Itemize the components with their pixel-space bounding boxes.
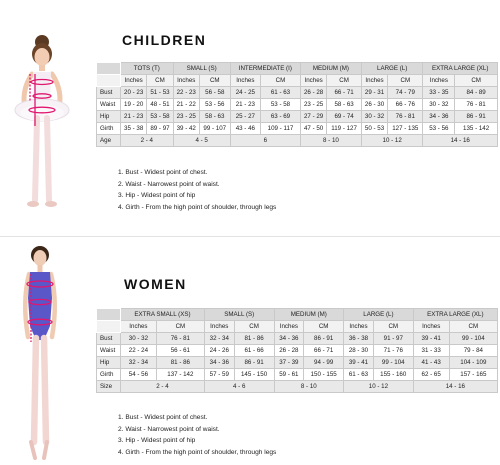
corner-cell — [97, 321, 121, 333]
cell: 30 - 32 — [423, 99, 455, 111]
cell: 109 - 117 — [261, 123, 301, 135]
cell: 81 - 86 — [234, 333, 274, 345]
cell: 81 - 86 — [156, 357, 204, 369]
cell: 48 - 51 — [147, 99, 173, 111]
corner-cell — [97, 75, 121, 87]
cell: 8 - 10 — [300, 135, 361, 147]
cell: 91 - 97 — [373, 333, 413, 345]
cell: 34 - 36 — [423, 111, 455, 123]
cell: 86 - 91 — [304, 333, 344, 345]
cell: 76 - 81 — [156, 333, 204, 345]
cell: 61 - 63 — [261, 87, 301, 99]
cell: 50 - 53 — [361, 123, 387, 135]
cell: 53 - 58 — [147, 111, 173, 123]
cell: 69 - 74 — [327, 111, 362, 123]
unit-header: Inches — [413, 321, 449, 333]
cell: 43 - 46 — [230, 123, 260, 135]
table-row — [97, 369, 498, 381]
cell: 61 - 66 — [234, 345, 274, 357]
cell: 61 - 63 — [344, 369, 374, 381]
cell: 53 - 56 — [199, 99, 230, 111]
cell: 20 - 23 — [121, 87, 147, 99]
row-label: Bust — [97, 87, 121, 99]
cell: 76 - 81 — [455, 99, 498, 111]
row-label: Waist — [97, 345, 121, 357]
cell: 157 - 165 — [449, 369, 497, 381]
unit-header-row — [97, 321, 498, 333]
cell: 79 - 84 — [449, 345, 497, 357]
cell: 89 - 97 — [147, 123, 173, 135]
cell: 21 - 23 — [230, 99, 260, 111]
women-section — [0, 240, 500, 465]
unit-header: CM — [449, 321, 497, 333]
cell: 57 - 59 — [204, 369, 234, 381]
row-label: Size — [97, 381, 121, 393]
cell: 59 - 61 — [274, 369, 304, 381]
cell: 53 - 58 — [261, 99, 301, 111]
unit-header: CM — [199, 75, 230, 87]
women-measurement-notes — [118, 412, 276, 458]
unit-header: Inches — [204, 321, 234, 333]
note-girth: 4. Girth - From the high point of shoulder, through legs — [118, 448, 277, 456]
cell: 26 - 30 — [361, 99, 387, 111]
unit-header: Inches — [173, 75, 199, 87]
size-header: SMALL (S) — [204, 309, 274, 321]
cell: 2 - 4 — [121, 135, 174, 147]
corner-cell — [97, 63, 121, 75]
cell: 14 - 16 — [413, 381, 497, 393]
corner-cell — [97, 309, 121, 321]
unit-header: CM — [304, 321, 344, 333]
cell: 58 - 63 — [327, 99, 362, 111]
children-heading: CHILDREN — [122, 32, 207, 48]
cell: 14 - 16 — [423, 135, 498, 147]
cell: 34 - 36 — [204, 357, 234, 369]
size-header: EXTRA SMALL (XS) — [121, 309, 205, 321]
row-label: Hip — [97, 357, 121, 369]
unit-header: CM — [455, 75, 498, 87]
cell: 32 - 34 — [121, 357, 157, 369]
cell: 150 - 155 — [304, 369, 344, 381]
size-header: EXTRA LARGE (XL) — [413, 309, 497, 321]
unit-header: CM — [147, 75, 173, 87]
cell: 22 - 24 — [121, 345, 157, 357]
row-label: Waist — [97, 99, 121, 111]
row-label: Hip — [97, 111, 121, 123]
size-header: EXTRA LARGE (XL) — [423, 63, 498, 75]
cell: 39 - 41 — [344, 357, 374, 369]
cell: 71 - 76 — [373, 345, 413, 357]
cell: 4 - 6 — [204, 381, 274, 393]
cell: 24 - 25 — [230, 87, 260, 99]
size-header: MEDIUM (M) — [274, 309, 344, 321]
cell: 155 - 160 — [373, 369, 413, 381]
cell: 35 - 38 — [121, 123, 147, 135]
cell: 54 - 56 — [121, 369, 157, 381]
cell: 74 - 79 — [388, 87, 423, 99]
women-heading: WOMEN — [124, 276, 187, 292]
woman-dancer-illustration — [0, 242, 80, 464]
table-row — [97, 357, 498, 369]
unit-header: CM — [234, 321, 274, 333]
cell: 94 - 99 — [304, 357, 344, 369]
table-row — [97, 111, 498, 123]
unit-header: Inches — [274, 321, 304, 333]
cell: 51 - 53 — [147, 87, 173, 99]
unit-header: Inches — [300, 75, 326, 87]
table-row — [97, 87, 498, 99]
cell: 56 - 58 — [199, 87, 230, 99]
cell: 23 - 25 — [300, 99, 326, 111]
cell: 99 - 104 — [373, 357, 413, 369]
cell: 4 - 5 — [173, 135, 230, 147]
cell: 41 - 43 — [413, 357, 449, 369]
note-waist: 2. Waist - Narrowest point of waist. — [118, 180, 220, 188]
cell: 99 - 104 — [449, 333, 497, 345]
cell: 23 - 25 — [173, 111, 199, 123]
row-label: Girth — [97, 369, 121, 381]
cell: 10 - 12 — [344, 381, 414, 393]
cell: 53 - 56 — [423, 123, 455, 135]
cell: 104 - 109 — [449, 357, 497, 369]
cell: 36 - 38 — [344, 333, 374, 345]
cell: 66 - 76 — [388, 99, 423, 111]
size-header-row — [97, 63, 498, 75]
note-bust: 1. Bust - Widest point of chest. — [118, 169, 208, 176]
cell: 34 - 36 — [274, 333, 304, 345]
unit-header: Inches — [121, 321, 157, 333]
unit-header: Inches — [344, 321, 374, 333]
cell: 99 - 107 — [199, 123, 230, 135]
note-hip: 3. Hip - Widest point of hip — [118, 192, 196, 199]
size-header: SMALL (S) — [173, 63, 230, 75]
cell: 127 - 135 — [388, 123, 423, 135]
cell: 30 - 32 — [121, 333, 157, 345]
note-girth: 4. Girth - From the high point of shoulder, through legs — [118, 203, 277, 211]
size-header: INTERMEDIATE (I) — [230, 63, 300, 75]
children-measurement-notes — [118, 167, 276, 213]
unit-header: Inches — [361, 75, 387, 87]
cell: 24 - 26 — [204, 345, 234, 357]
note-waist: 2. Waist - Narrowest point of waist. — [118, 425, 220, 433]
size-header: MEDIUM (M) — [300, 63, 361, 75]
cell: 21 - 22 — [173, 99, 199, 111]
cell: 86 - 91 — [234, 357, 274, 369]
row-label: Age — [97, 135, 121, 147]
row-label: Girth — [97, 123, 121, 135]
unit-header: Inches — [121, 75, 147, 87]
cell: 145 - 150 — [234, 369, 274, 381]
unit-header-row — [97, 75, 498, 87]
cell: 33 - 35 — [423, 87, 455, 99]
table-row — [97, 99, 498, 111]
cell: 21 - 23 — [121, 111, 147, 123]
unit-header: CM — [261, 75, 301, 87]
unit-header: CM — [388, 75, 423, 87]
unit-header: Inches — [230, 75, 260, 87]
cell: 26 - 28 — [300, 87, 326, 99]
cell: 29 - 31 — [361, 87, 387, 99]
cell: 22 - 23 — [173, 87, 199, 99]
size-header: TOTS (T) — [121, 63, 174, 75]
cell: 137 - 142 — [156, 369, 204, 381]
size-header: LARGE (L) — [344, 309, 414, 321]
cell: 119 - 127 — [327, 123, 362, 135]
cell: 37 - 39 — [274, 357, 304, 369]
row-label: Bust — [97, 333, 121, 345]
cell: 31 - 33 — [413, 345, 449, 357]
cell: 19 - 20 — [121, 99, 147, 111]
section-divider — [0, 236, 500, 237]
cell: 30 - 32 — [361, 111, 387, 123]
table-row — [97, 123, 498, 135]
table-row — [97, 333, 498, 345]
cell: 39 - 41 — [413, 333, 449, 345]
cell: 26 - 28 — [274, 345, 304, 357]
cell: 8 - 10 — [274, 381, 344, 393]
cell: 32 - 34 — [204, 333, 234, 345]
cell: 66 - 71 — [327, 87, 362, 99]
cell: 10 - 12 — [361, 135, 423, 147]
cell: 84 - 89 — [455, 87, 498, 99]
cell: 86 - 91 — [455, 111, 498, 123]
cell: 66 - 71 — [304, 345, 344, 357]
cell: 62 - 65 — [413, 369, 449, 381]
cell: 27 - 29 — [300, 111, 326, 123]
cell: 25 - 27 — [230, 111, 260, 123]
size-header-row — [97, 309, 498, 321]
cell: 39 - 42 — [173, 123, 199, 135]
cell: 135 - 142 — [455, 123, 498, 135]
cell: 58 - 63 — [199, 111, 230, 123]
unit-header: CM — [156, 321, 204, 333]
size-row — [97, 381, 498, 393]
children-size-table — [96, 62, 498, 147]
cell: 2 - 4 — [121, 381, 205, 393]
child-dancer-illustration — [2, 30, 80, 220]
note-bust: 1. Bust - Widest point of chest. — [118, 414, 208, 421]
unit-header: CM — [373, 321, 413, 333]
cell: 63 - 69 — [261, 111, 301, 123]
cell: 47 - 50 — [300, 123, 326, 135]
cell: 76 - 81 — [388, 111, 423, 123]
unit-header: CM — [327, 75, 362, 87]
note-hip: 3. Hip - Widest point of hip — [118, 437, 196, 444]
table-row — [97, 345, 498, 357]
cell: 56 - 61 — [156, 345, 204, 357]
age-row — [97, 135, 498, 147]
cell: 28 - 30 — [344, 345, 374, 357]
cell: 6 — [230, 135, 300, 147]
size-header: LARGE (L) — [361, 63, 423, 75]
unit-header: Inches — [423, 75, 455, 87]
women-size-table — [96, 308, 498, 393]
